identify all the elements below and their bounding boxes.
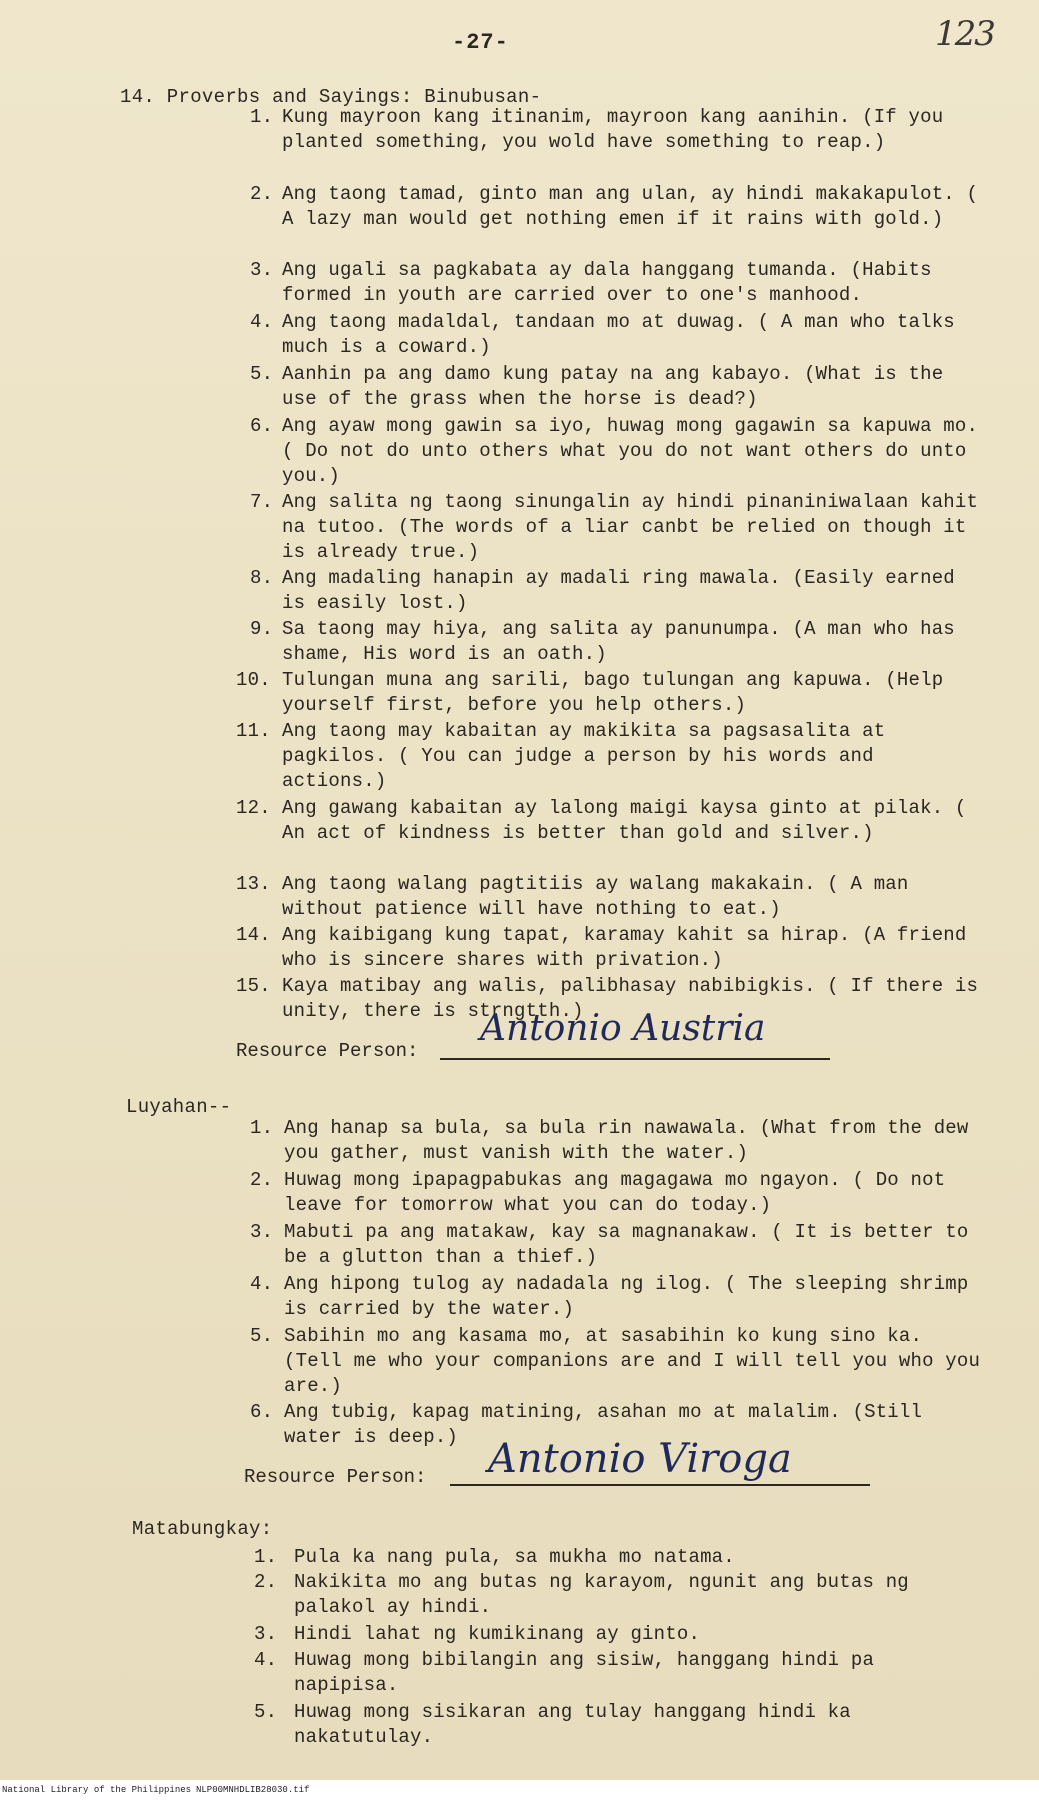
item-text: Ang ayaw mong gawin sa iyo, huwag mong gagawin sa kapuwa mo. ( Do not do unto others what you do not want others do unto you.) (282, 415, 979, 487)
item-number: 5. (254, 1701, 278, 1723)
item-number: 6. (250, 415, 274, 437)
item-number: 3. (250, 259, 274, 281)
item-text: Ang gawang kabaitan ay lalong maigi kaysa ginto at pilak. ( An act of kindness is better than gold and silver.) (282, 797, 967, 844)
item-number: 3. (254, 1623, 278, 1645)
item-text: Aanhin pa ang damo kung patay na ang kabayo. (What is the use of the grass when the horse is dead?) (282, 363, 944, 410)
item-number: 5. (250, 1325, 274, 1347)
item-text: Ang ugali sa pagkabata ay dala hanggang tumanda. (Habits formed in youth are carried over to one's manhood. (282, 259, 932, 306)
item-number: 10. (236, 669, 271, 691)
item-number: 8. (250, 567, 274, 589)
item-text: Kaya matibay ang walis, palibhasay nabibigkis. ( If there is unity, there is strngtth.) (282, 975, 979, 1022)
item-number: 2. (250, 183, 274, 205)
luyahan-heading: Luyahan-- (126, 1096, 232, 1118)
item-number: 11. (236, 720, 271, 742)
item-number: 2. (254, 1571, 278, 1593)
signature-line (450, 1484, 870, 1486)
item-number: 2. (250, 1169, 274, 1191)
item-text: Sabihin mo ang kasama mo, at sasabihin ko kung sino ka. (Tell me who your companions are and I will tell you who you are.) (284, 1325, 981, 1397)
item-text: Ang tubig, kapag matining, asahan mo at malalim. (Still water is deep.) (284, 1401, 923, 1448)
item-text: Ang taong walang pagtitiis ay walang makakain. ( A man without patience will have nothing to eat.) (282, 873, 909, 920)
item-text: Mabuti pa ang matakaw, kay sa magnanakaw. ( It is better to be a glutton than a thief.) (284, 1221, 969, 1268)
handwritten-page-number: 123 (935, 14, 994, 54)
item-text: Ang taong may kabaitan ay makikita sa pagsasalita at pagkilos. ( You can judge a person by his words and actions.) (282, 720, 886, 792)
item-text: Ang taong tamad, ginto man ang ulan, ay hindi makakapulot. ( A lazy man would get nothing emen if it rains with gold.) (282, 183, 979, 230)
item-text: Pula ka nang pula, sa mukha mo natama. (294, 1546, 735, 1568)
resource-person-label: Resource Person: (244, 1466, 427, 1488)
item-text: Tulungan muna ang sarili, bago tulungan ang kapuwa. (Help yourself first, before you help others.) (282, 669, 944, 716)
item-number: 14. (236, 924, 271, 946)
item-number: 15. (236, 975, 271, 997)
item-text: Ang salita ng taong sinungalin ay hindi pinaniniwalaan kahit na tutoo. (The words of a liar canbt be relied on though it is already true.) (282, 491, 979, 563)
item-text: Ang kaibigang kung tapat, karamay kahit sa hirap. (A friend who is sincere shares with privation.) (282, 924, 967, 971)
item-text: Huwag mong ipapagpabukas ang magagawa mo ngayon. ( Do not leave for tomorrow what you can do today.) (284, 1169, 946, 1216)
item-text: Sa taong may hiya, ang salita ay panunumpa. (A man who has shame, His word is an oath.) (282, 618, 955, 665)
item-number: 9. (250, 618, 274, 640)
item-number: 3. (250, 1221, 274, 1243)
item-number: 1. (250, 1117, 274, 1139)
item-text: Ang hipong tulog ay nadadala ng ilog. ( The sleeping shrimp is carried by the water.) (284, 1273, 969, 1320)
footer-file: NLP00MNHDLIB28030.tif (196, 1785, 310, 1795)
item-text: Ang madaling hanapin ay madali ring mawala. (Easily earned is easily lost.) (282, 567, 955, 614)
item-text: Huwag mong bibilangin ang sisiw, hanggang hindi pa napipisa. (294, 1649, 875, 1696)
item-text: Huwag mong sisikaran ang tulay hanggang hindi ka nakatutulay. (294, 1701, 851, 1748)
scan-footer (0, 1780, 1039, 1800)
proverbs-heading: 14. Proverbs and Sayings: Binubusan- (120, 86, 542, 108)
item-number: 1. (250, 106, 274, 128)
signature-antonio-viroga: Antonio Viroga (488, 1436, 792, 1482)
item-number: 1. (254, 1546, 278, 1568)
item-number: 7. (250, 491, 274, 513)
footer-library: National Library of the Philippines (2, 1785, 192, 1795)
item-number: 4. (254, 1649, 278, 1671)
page-number: -27- (452, 30, 509, 55)
item-text: Kung mayroon kang itinanim, mayroon kang aanihin. (If you planted something, you wold have something to reap.) (282, 106, 944, 153)
item-number: 12. (236, 797, 271, 819)
item-text: Nakikita mo ang butas ng karayom, ngunit ang butas ng palakol ay hindi. (294, 1571, 909, 1618)
item-text: Ang taong madaldal, tandaan mo at duwag. ( A man who talks much is a coward.) (282, 311, 955, 358)
resource-person-label: Resource Person: (236, 1040, 419, 1062)
item-text: Hindi lahat ng kumikinang ay ginto. (294, 1623, 701, 1645)
item-number: 6. (250, 1401, 274, 1423)
item-number: 4. (250, 1273, 274, 1295)
matabungkay-heading: Matabungkay: (132, 1518, 273, 1540)
signature-antonio-austria: Antonio Austria (480, 1008, 766, 1049)
item-number: 13. (236, 873, 271, 895)
item-number: 5. (250, 363, 274, 385)
item-number: 4. (250, 311, 274, 333)
item-text: Ang hanap sa bula, sa bula rin nawawala. (What from the dew you gather, must vanish with the water.) (284, 1117, 969, 1164)
signature-line (440, 1058, 830, 1060)
